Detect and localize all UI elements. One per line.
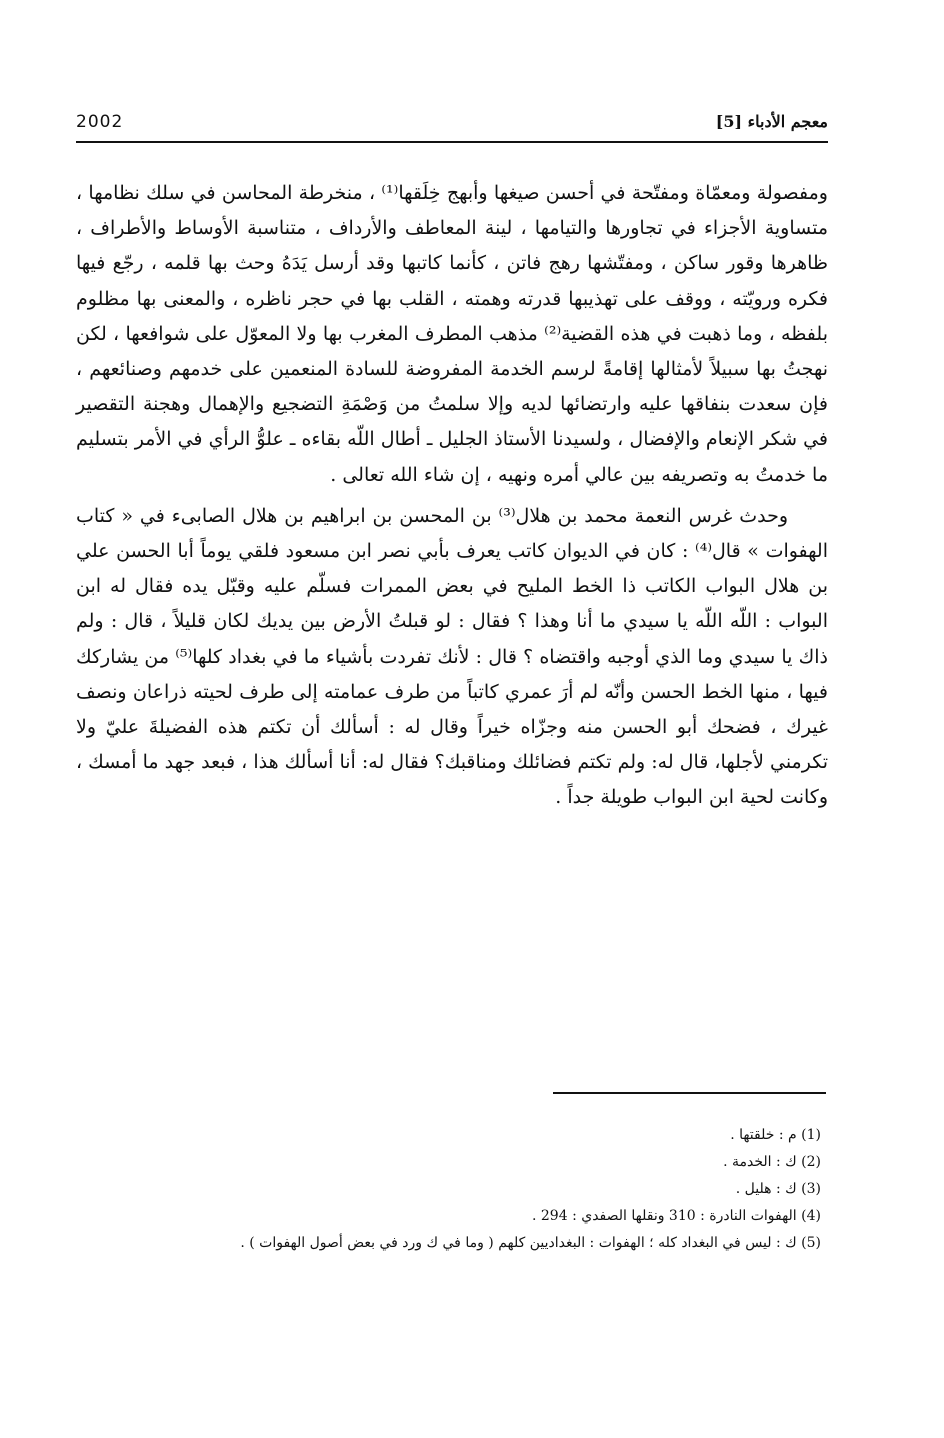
book-title: معجم الأدباء [5]	[715, 112, 828, 131]
main-text	[76, 176, 828, 816]
footnote-divider	[553, 1092, 826, 1094]
footnotes	[76, 1122, 821, 1257]
paragraph-2: وحدث غرس النعمة محمد بن هلال⁽³⁾ بن المحسن بن ابراهيم بن هلال الصابىء في « كتاب الهفوات » قال⁽⁴⁾ : كان في الديوان كاتب يعرف بأبي نصر ابن مسعود فلقي يوماً أبا الحسن علي بن هلال البواب الكاتب ذا الخط المليح في بعض الممرات فسلّم عليه وقبّل يده فقال له ابن البواب : اللّه اللّه يا سيدي ما أنا وهذا ؟ فقال : لو قبلتُ الأرض بين يديك لكان قليلاً ، قال : ولم ذاك يا سيدي وما الذي أوجبه واقتضاه ؟ قال : لأنك تفردت بأشياء ما في بغداد كلها⁽⁵⁾ من يشاركك فيها ، منها الخط الحسن وأنّه لم أرَ عمري كاتباً من طرف عمامته إلى طرف لحيته ذراعان ونصف غيرك ، فضحك أبو الحسن منه وجزّاه خيراً وقال له : أسألك أن تكتم هذه الفضيلةَ عليّ ولا تكرمني لأجلها، قال له: ولم تكتم فضائلك ومناقبك؟ فقال له: أنا أسألك هذا ، فبعد جهد ما أمسك ، وكانت لحية ابن البواب طويلة جداً .	[76, 504, 828, 809]
footnote-2: (2) ك : الخدمة .	[723, 1154, 821, 1170]
header-divider	[76, 141, 828, 143]
paragraph-1: ومفصولة ومعمّاة ومفتّحة في أحسن صيغها وأبهج خِلَقها⁽¹⁾ ، منخرطة المحاسن في سلك نظامها ، متساوية الأجزاء في تجاورها والتيامها ، لينة المعاطف والأرداف ، متناسبة الأوساط والأطراف ، ظاهرها وقور ساكن ، ومفتّشها رهج فاتن ، كأنما كاتبها وقد أرسل يَدَهُ وحث بها قلمه ، رجّع فيها فكره ورويّته ، ووقف على تهذيبها قدرته وهمته ، القلب بها في حجر ناظره ، والمعنى بها مظلوم بلفظه ، وما ذهبت في هذه القضية⁽²⁾ مذهب المطرف المغرب بها ولا المعوّل على شوافعها ، لكن نهجتُ بها سبيلاً لأمثالها إقامةً لرسم الخدمة المفروضة للسادة المنعمين على خدمهم وصنائعهم ، فإن سعدت بنفاقها عليه وارتضائها لديه وإلا سلمتُ من وَصْمَةِ التضجيع والإهمال وهجنة التقصير في شكر الإنعام والإفضال ، ولسيدنا الأستاذ الجليل ـ أطال اللّه بقاءه ـ علوُّ الرأي في الأمر بتسليم ما خدمتُ به وتصريفه بين عالي أمره ونهيه ، إن شاء الله تعالى .	[76, 182, 828, 486]
page-number: 2002	[76, 112, 124, 132]
footnote-4: (4) الهفوات النادرة : 310 ونقلها الصفدي : 294 .	[531, 1208, 821, 1224]
footnote-3: (3) ك : هليل .	[735, 1181, 821, 1197]
footnote-5: (5) ك : ليس في البغداد كله ؛ الهفوات : البغداديين كلهم ( وما في ك ورد في بعض أصول الهفوات ) .	[240, 1235, 821, 1251]
footnote-1: (1) م : خلقتها .	[730, 1127, 821, 1143]
running-header	[76, 108, 828, 140]
